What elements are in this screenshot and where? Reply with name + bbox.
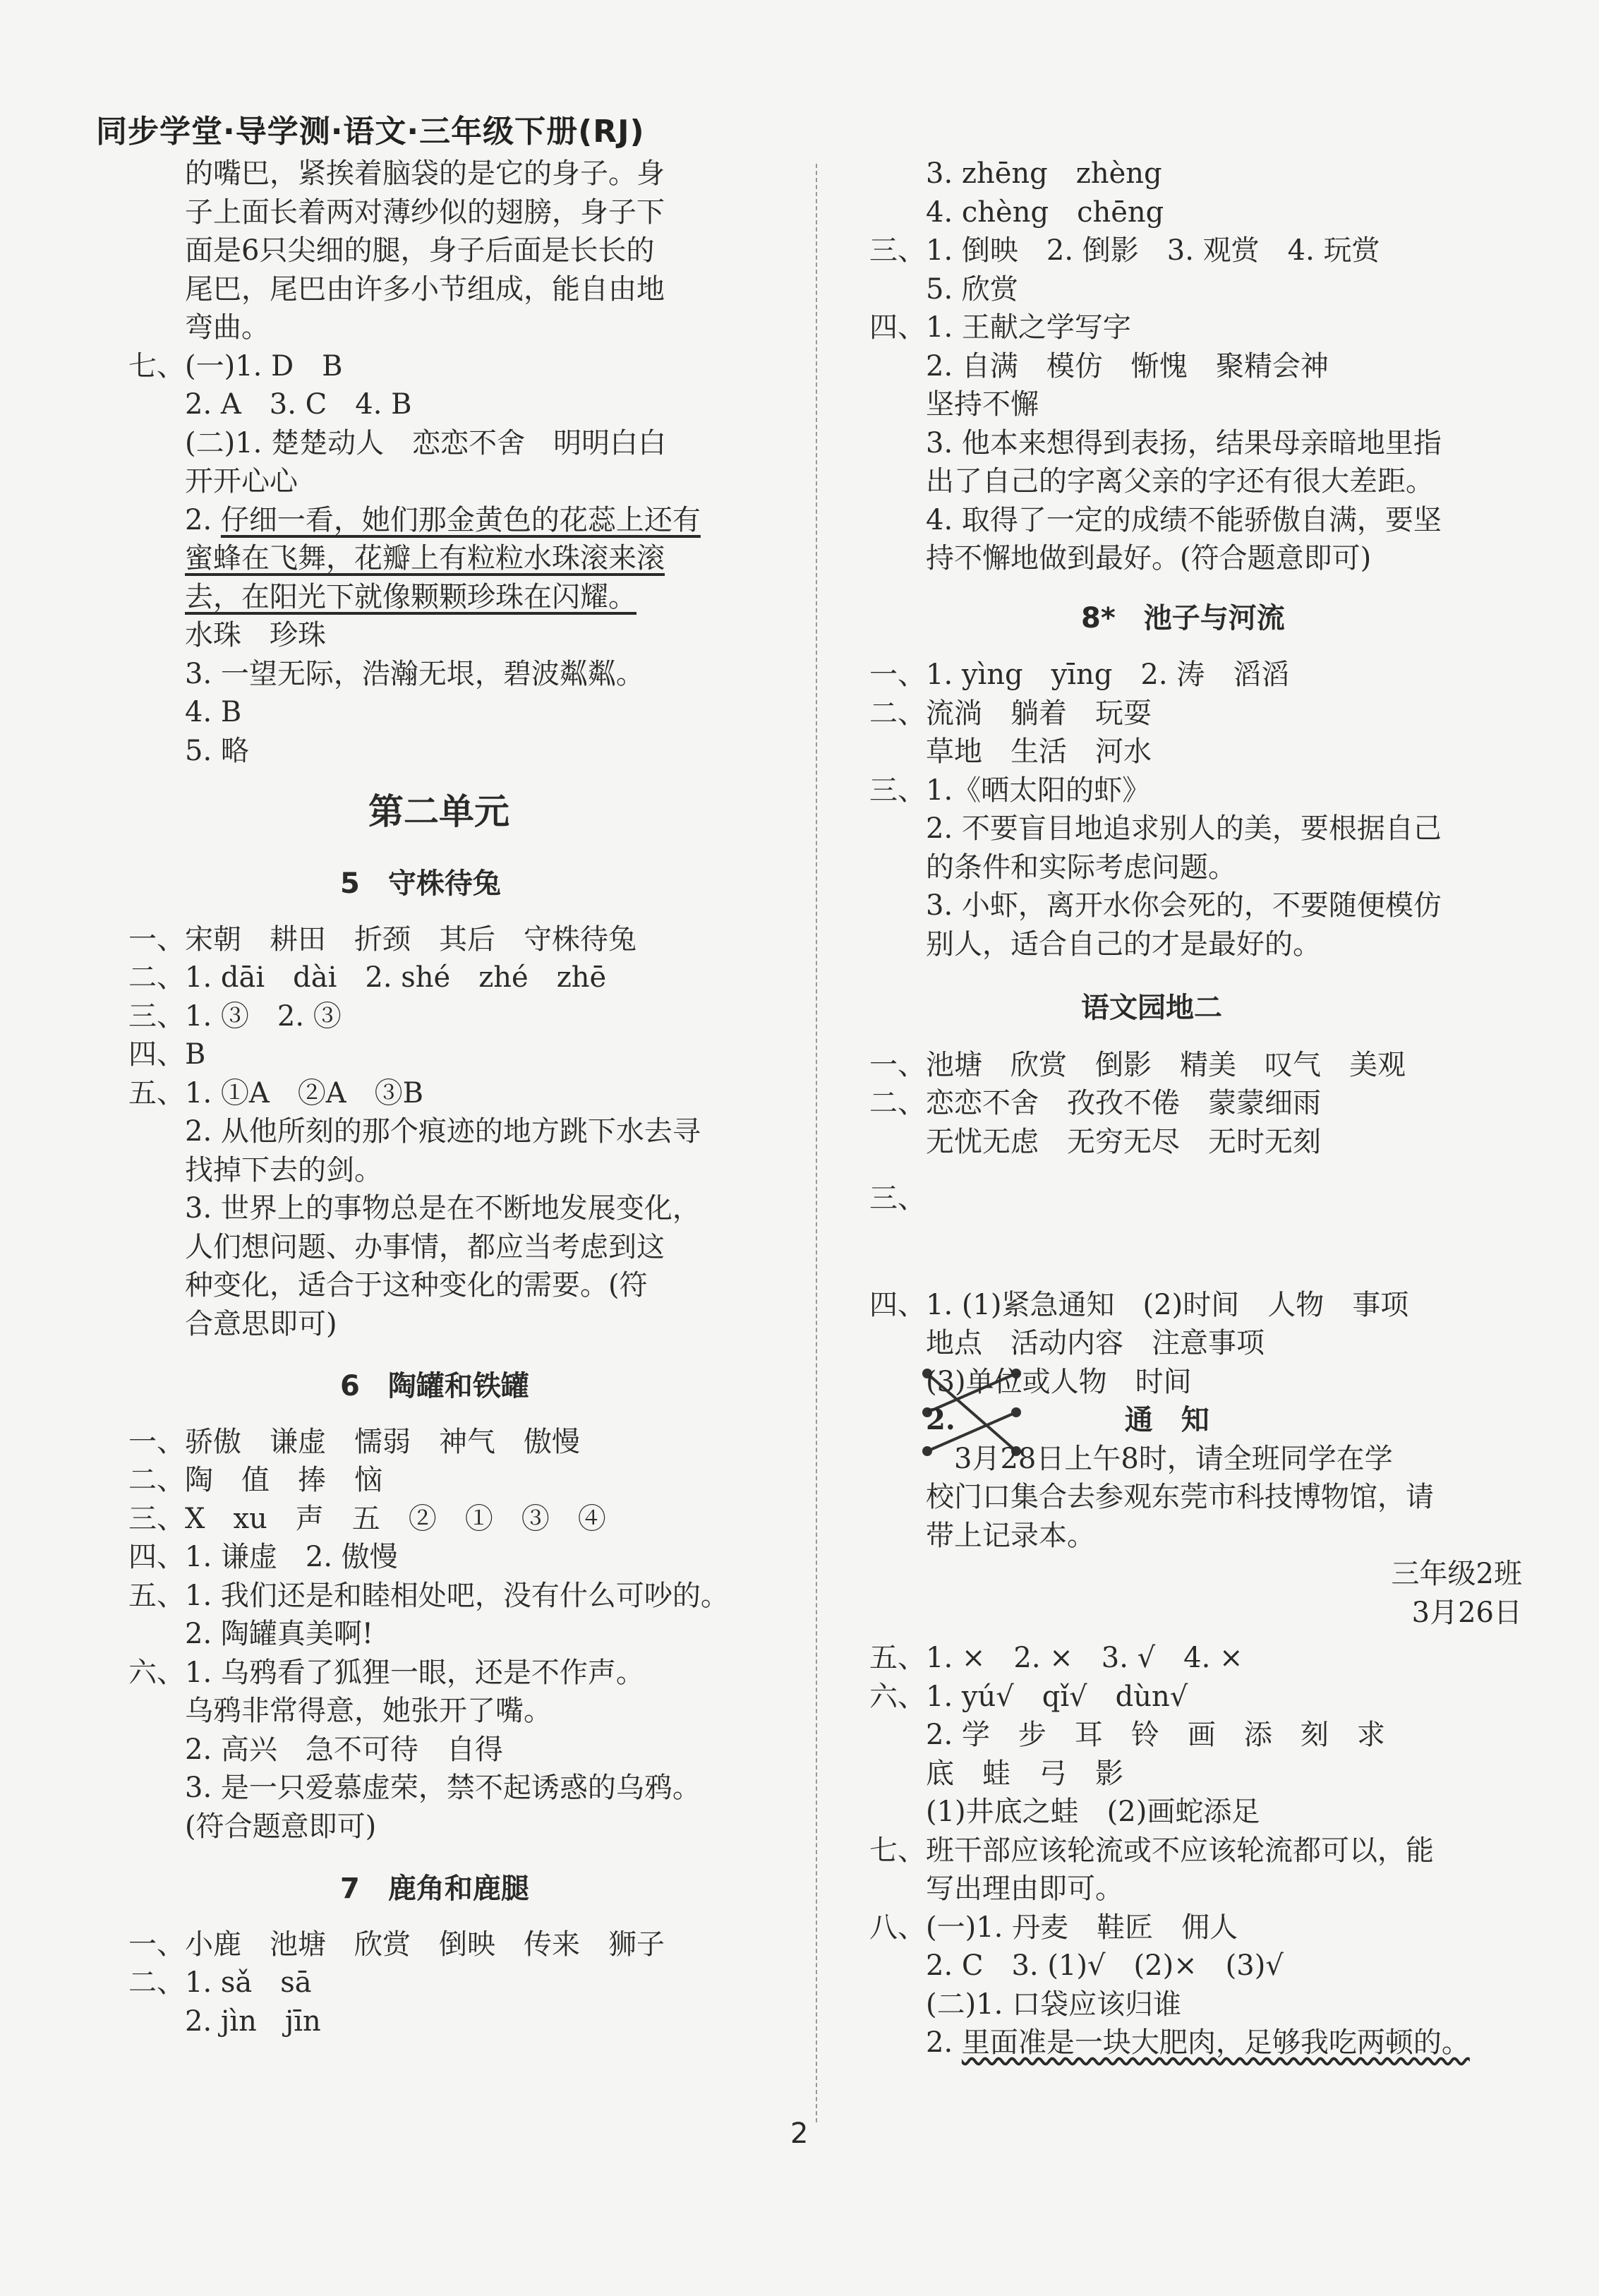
answer-line: 的嘴巴，紧挨着脑袋的是它的身子。身 [128, 157, 665, 190]
answer-line: 5. 欣赏 [869, 272, 1018, 306]
section-title: 8* 池子与河流 [1081, 601, 1285, 635]
answer-line: 开开心心 [128, 465, 298, 498]
answer-line: 种变化，适合于这种变化的需要。(符 [128, 1269, 648, 1302]
answer-line: 别人，适合自己的才是最好的。 [869, 927, 1321, 961]
answer-line: 3. zhēng zhèng [869, 157, 1162, 190]
answer-line: (二)1. 口袋应该归谁 [869, 1988, 1182, 2021]
answer-line: 三、1. 倒映 2. 倒影 3. 观赏 4. 玩赏 [869, 234, 1380, 267]
answer-line: (符合题意即可) [128, 1810, 377, 1843]
answer-line: 2. C 3. (1)√ (2)× (3)√ [869, 1949, 1284, 1982]
answer-line: 坚持不懈 [869, 388, 1039, 421]
answer-line: 3月28日上午8时，请全班同学在学 [869, 1442, 1393, 1475]
section-title: 5 守株待兔 [340, 867, 501, 900]
answer-line: 的条件和实际考虑问题。 [869, 851, 1236, 884]
answer-line: 三、X xu 声 五 ② ① ③ ④ [128, 1502, 606, 1535]
underlined-text: 仔细一看，她们那金黄色的花蕊上还有 [220, 503, 701, 536]
answer-line: 一、宋朝 耕田 折颈 其后 守株待兔 [128, 922, 636, 956]
answer-line: 四、1. 谦虚 2. 傲慢 [128, 1541, 398, 1573]
answer-line: 四、1. (1)紧急通知 (2)时间 人物 事项 [869, 1288, 1409, 1321]
section-title: 7 鹿角和鹿腿 [340, 1873, 529, 1905]
answer-line: 一、骄傲 谦虚 懦弱 神气 傲慢 [128, 1425, 580, 1458]
answer-line: 七、班干部应该轮流或不应该轮流都可以，能 [869, 1834, 1434, 1867]
answer-line: 2. A 3. C 4. B [128, 388, 412, 421]
answer-line: 2. 里面准是一块大肥肉，足够我吃两顿的。 [869, 2026, 1470, 2059]
answer-line: 2. 不要盲目地追求别人的美，要根据自己 [869, 812, 1442, 845]
section-title: 6 陶罐和铁罐 [340, 1370, 529, 1402]
answer-line [128, 579, 636, 615]
answer-line: 五、1. ①A ②A ③B [128, 1076, 424, 1110]
section-title: 语文园地二 [1081, 992, 1222, 1024]
answer-line: 合意思即可) [128, 1307, 337, 1340]
answer-line: (3)单位或人物 时间 [869, 1365, 1192, 1398]
answer-line: 八、(一)1. 丹麦 鞋匠 佣人 [869, 1911, 1238, 1944]
column-divider [816, 164, 817, 2122]
answer-line: 持不懈地做到最好。(符合题意即可) [869, 542, 1372, 575]
answer-line: 4. 取得了一定的成绩不能骄傲自满，要坚 [869, 503, 1442, 536]
answer-line: 六、1. yú√ qǐ√ dùn√ [869, 1680, 1188, 1713]
answer-line: 四、1. 王献之学写字 [869, 311, 1131, 344]
answer-line: 底 蛙 弓 影 [869, 1757, 1123, 1790]
answer-line: 3. 是一只爱慕虚荣，禁不起诱惑的乌鸦。 [128, 1772, 701, 1804]
answer-line: 水珠 珍珠 [128, 619, 326, 651]
answer-line: 一、小鹿 池塘 欣赏 倒映 传来 狮子 [128, 1928, 665, 1961]
page-number: 2 [790, 2117, 809, 2150]
answer-line: 三、 [869, 1182, 926, 1215]
answer-line: 三年级2班 [1391, 1558, 1522, 1590]
answer-line: 四、B [128, 1038, 206, 1071]
answer-line: 尾巴，尾巴由许多小节组成，能自由地 [128, 272, 665, 306]
underlined-text: 去，在阳光下就像颗颗珍珠在闪耀。 [185, 580, 636, 613]
answer-line: 地点 活动内容 注意事项 [869, 1327, 1265, 1359]
answer-line: 二、恋恋不舍 孜孜不倦 蒙蒙细雨 [869, 1087, 1321, 1119]
answer-line: (1)井底之蛙 (2)画蛇添足 [869, 1796, 1260, 1828]
answer-line: 2. 高兴 急不可待 自得 [128, 1733, 503, 1766]
answer-line: 七、(一)1. D B [128, 349, 343, 383]
answer-line: 三、1. ③ 2. ③ [128, 999, 342, 1033]
answer-line: 3. 小虾，离开水你会死的，不要随便模仿 [869, 889, 1442, 922]
answer-line: 一、池塘 欣赏 倒影 精美 叹气 美观 [869, 1048, 1406, 1081]
answer-line: 2. 仔细一看，她们那金黄色的花蕊上还有 [128, 503, 701, 536]
answer-line: 带上记录本。 [869, 1519, 1095, 1552]
answer-line: 4. B [128, 696, 242, 728]
answer-line: (二)1. 楚楚动人 恋恋不舍 明明白白 [128, 426, 667, 459]
answer-line: 2. 从他所刻的那个痕迹的地方跳下水去寻 [128, 1115, 701, 1148]
answer-line: 一、1. yìng yīng 2. 涛 滔滔 [869, 659, 1290, 691]
answer-line: 2. 通 知 [869, 1403, 1209, 1436]
answer-line: 二、陶 值 捧 恼 [128, 1464, 382, 1496]
answer-line: 3. 他本来想得到表扬，结果母亲暗地里指 [869, 426, 1442, 459]
answer-line: 五、1. × 2. × 3. √ 4. × [869, 1642, 1243, 1674]
answer-line: 三、1.《晒太阳的虾》 [869, 774, 1151, 807]
answer-line: 六、1. 乌鸦看了狐狸一眼，还是不作声。 [128, 1656, 644, 1689]
page-header: 同步学堂·导学测·语文·三年级下册(RJ) [96, 114, 645, 150]
answer-line: 人们想问题、办事情，都应当考虑到这 [128, 1230, 665, 1263]
answer-line: 4. chèng chēng [869, 196, 1164, 229]
answer-line: 2. 学 步 耳 铃 画 添 刻 求 [869, 1719, 1385, 1751]
answer-line: 弯曲。 [128, 311, 270, 344]
answer-line: 五、1. 我们还是和睦相处吧，没有什么可吵的。 [128, 1579, 729, 1612]
answer-line: 3. 世界上的事物总是在不断地发展变化， [128, 1192, 701, 1225]
answer-line: 二、流淌 躺着 玩耍 [869, 697, 1152, 730]
answer-line: 草地 生活 河水 [869, 735, 1152, 768]
answer-line: 校门口集合去参观东莞市科技博物馆，请 [869, 1481, 1434, 1513]
answer-line: 找掉下去的剑。 [128, 1153, 382, 1186]
answer-line: 5. 略 [128, 734, 249, 767]
answer-line: 2. 自满 模仿 惭愧 聚精会神 [869, 349, 1329, 383]
answer-line: 二、1. sǎ sā [128, 1966, 312, 1999]
answer-line: 无忧无虑 无穷无尽 无时无刻 [869, 1125, 1321, 1158]
answer-line: 3. 一望无际，浩瀚无垠，碧波粼粼。 [128, 657, 644, 690]
answer-line [128, 540, 665, 577]
answer-line: 面是6只尖细的腿，身子后面是长长的 [128, 234, 655, 267]
unit-title: 第二单元 [368, 791, 509, 832]
answer-line: 二、1. dāi dài 2. shé zhé zhē [128, 961, 607, 994]
answer-line: 2. jìn jīn [128, 2005, 321, 2038]
answer-line: 子上面长着两对薄纱似的翅膀，身子下 [128, 196, 665, 229]
answer-line: 乌鸦非常得意，她张开了嘴。 [128, 1695, 552, 1727]
answer-line: 2. 陶罐真美啊! [128, 1618, 373, 1650]
answer-line: 3月26日 [1411, 1596, 1522, 1629]
underlined-text: 蜜蜂在飞舞，花瓣上有粒粒水珠滚来滚 [185, 542, 665, 575]
answer-line: 写出理由即可。 [869, 1873, 1123, 1905]
wavy-underlined-text: 里面准是一块大肥肉，足够我吃两顿的。 [961, 2026, 1470, 2059]
answer-line: 出了自己的字离父亲的字还有很大差距。 [869, 465, 1434, 498]
